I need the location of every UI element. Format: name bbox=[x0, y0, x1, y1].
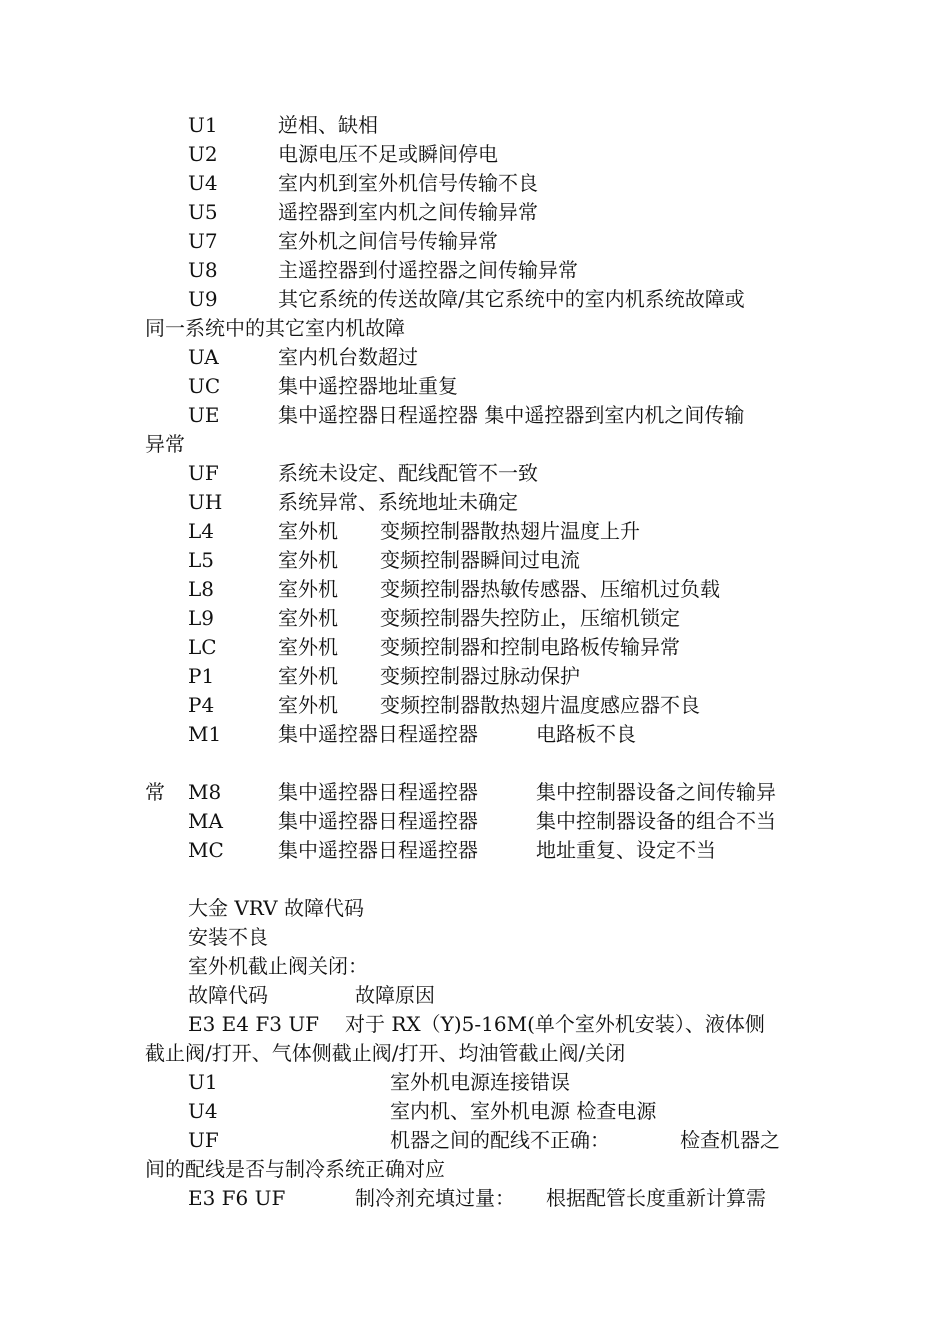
fault-code: UF bbox=[188, 461, 219, 485]
fault-unit: 室外机 bbox=[278, 606, 338, 630]
fault-description: 室外机之间信号传输异常 bbox=[278, 229, 498, 253]
fault-description: 系统未设定、配线配管不一致 bbox=[278, 461, 538, 485]
fault-description: 集中遥控器日程遥控器 集中遥控器到室内机之间传输 bbox=[278, 403, 745, 427]
fault-description: 制冷剂充填过量： bbox=[355, 1186, 515, 1210]
fault-description-continued: 异常 bbox=[145, 432, 185, 456]
fault-unit: 集中遥控器日程遥控器 bbox=[278, 838, 478, 862]
fault-code: U1 bbox=[188, 113, 218, 137]
fault-description: 变频控制器散热翅片温度感应器不良 bbox=[380, 693, 700, 717]
fault-description-continued: 间的配线是否与制冷系统正确对应 bbox=[145, 1157, 445, 1181]
fault-code: U1 bbox=[188, 1070, 218, 1094]
fault-description: 电路板不良 bbox=[536, 722, 636, 746]
fault-code: U5 bbox=[188, 200, 218, 224]
fault-code: U4 bbox=[188, 171, 218, 195]
fault-code: UH bbox=[188, 490, 223, 514]
fault-description: 变频控制器热敏传感器、压缩机过负载 bbox=[380, 577, 720, 601]
fault-description: 变频控制器瞬间过电流 bbox=[380, 548, 580, 572]
fault-code: U8 bbox=[188, 258, 218, 282]
fault-code: UE bbox=[188, 403, 220, 427]
fault-code: LC bbox=[188, 635, 217, 659]
fault-description: 集中控制器设备之间传输异 bbox=[536, 780, 776, 804]
fault-code: E3 F6 UF bbox=[188, 1186, 286, 1210]
fault-description: 集中控制器设备的组合不当 bbox=[536, 809, 776, 833]
fault-description: 其它系统的传送故障/其它系统中的室内机系统故障或 bbox=[278, 287, 745, 311]
fault-unit: 室外机 bbox=[278, 577, 338, 601]
fault-description-continued: 截止阀/打开、气体侧截止阀/打开、均油管截止阀/关闭 bbox=[145, 1041, 626, 1065]
fault-description: 室内机到室外机信号传输不良 bbox=[278, 171, 538, 195]
fault-description: 主遥控器到付遥控器之间传输异常 bbox=[278, 258, 578, 282]
fault-unit: 集中遥控器日程遥控器 bbox=[278, 780, 478, 804]
fault-description: 遥控器到室内机之间传输异常 bbox=[278, 200, 538, 224]
fault-code: UC bbox=[188, 374, 221, 398]
table-header-reason: 故障原因 bbox=[355, 983, 435, 1007]
fault-code: M8 bbox=[188, 780, 222, 804]
fault-code: M1 bbox=[188, 722, 222, 746]
fault-description: 变频控制器失控防止，压缩机锁定 bbox=[380, 606, 680, 630]
fault-description: 集中遥控器地址重复 bbox=[278, 374, 458, 398]
fault-code: P4 bbox=[188, 693, 215, 717]
fault-unit: 集中遥控器日程遥控器 bbox=[278, 809, 478, 833]
fault-code: UA bbox=[188, 345, 219, 369]
table-header-code: 故障代码 bbox=[188, 983, 268, 1007]
fault-code: U4 bbox=[188, 1099, 218, 1123]
fault-description: 地址重复、设定不当 bbox=[536, 838, 716, 862]
fault-description: 变频控制器和控制电路板传输异常 bbox=[380, 635, 680, 659]
fault-unit: 室外机 bbox=[278, 635, 338, 659]
section-title: 大金 VRV 故障代码 bbox=[188, 896, 364, 920]
fault-code: L8 bbox=[188, 577, 215, 601]
fault-code: U2 bbox=[188, 142, 218, 166]
fault-description-continued: 常 bbox=[145, 780, 165, 804]
fault-description: 对于 RX（Y)5-16M(单个室外机安装）、液体侧 bbox=[345, 1012, 765, 1036]
fault-code: U9 bbox=[188, 287, 218, 311]
fault-description: 逆相、缺相 bbox=[278, 113, 378, 137]
fault-unit: 室外机 bbox=[278, 693, 338, 717]
fault-unit: 室外机 bbox=[278, 664, 338, 688]
fault-code: P1 bbox=[188, 664, 215, 688]
section-subheading: 室外机截止阀关闭： bbox=[188, 954, 368, 978]
fault-unit: 集中遥控器日程遥控器 bbox=[278, 722, 478, 746]
fault-description: 电源电压不足或瞬间停电 bbox=[278, 142, 498, 166]
fault-description: 机器之间的配线不正确： bbox=[390, 1128, 610, 1152]
fault-unit: 室外机 bbox=[278, 519, 338, 543]
fault-description: 室内机台数超过 bbox=[278, 345, 418, 369]
fault-unit: 室外机 bbox=[278, 548, 338, 572]
fault-description: 变频控制器过脉动保护 bbox=[380, 664, 580, 688]
fault-code: L4 bbox=[188, 519, 215, 543]
section-subtitle: 安装不良 bbox=[188, 925, 268, 949]
fault-description: 系统异常、系统地址未确定 bbox=[278, 490, 518, 514]
fault-remedy: 根据配管长度重新计算需 bbox=[546, 1186, 766, 1210]
fault-code: U7 bbox=[188, 229, 218, 253]
fault-code: UF bbox=[188, 1128, 219, 1152]
fault-code: L5 bbox=[188, 548, 215, 572]
fault-remedy: 检查机器之 bbox=[680, 1128, 780, 1152]
fault-description: 室外机电源连接错误 bbox=[390, 1070, 570, 1094]
fault-code: MA bbox=[188, 809, 223, 833]
fault-code: L9 bbox=[188, 606, 215, 630]
fault-code: MC bbox=[188, 838, 224, 862]
fault-description: 室内机、室外机电源 检查电源 bbox=[390, 1099, 657, 1123]
fault-description-continued: 同一系统中的其它室内机故障 bbox=[145, 316, 405, 340]
fault-description: 变频控制器散热翅片温度上升 bbox=[380, 519, 640, 543]
fault-code: E3 E4 F3 UF bbox=[188, 1012, 320, 1036]
